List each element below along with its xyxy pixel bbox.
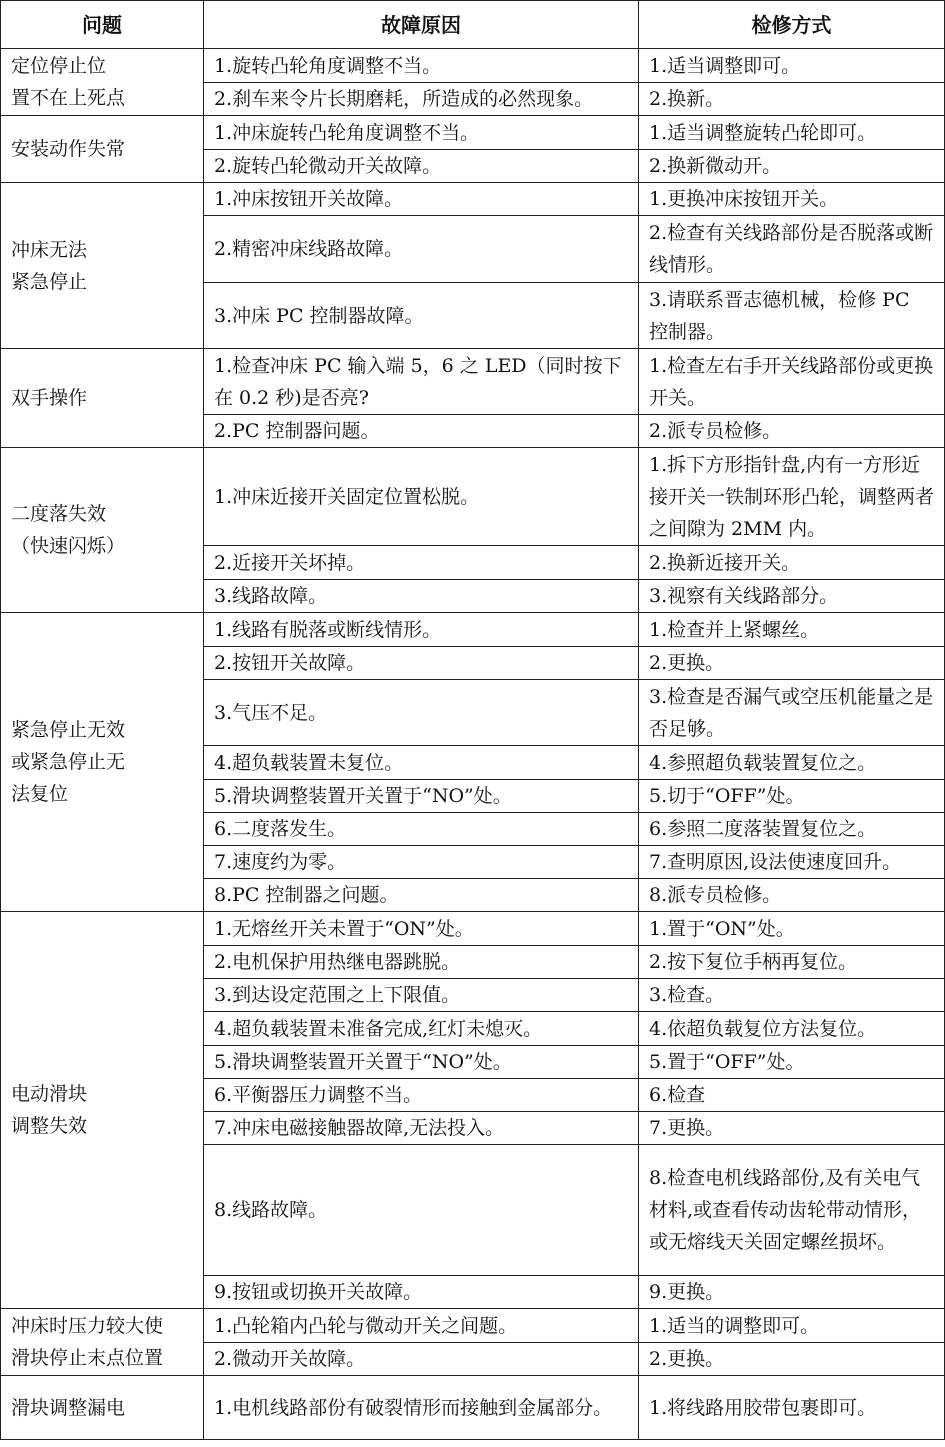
method-cell: 9.更换。 xyxy=(639,1276,945,1309)
cause-cell: 2.旋转凸轮微动开关故障。 xyxy=(204,150,639,183)
table-row xyxy=(1,349,945,415)
header-row xyxy=(1,1,945,49)
method-cell: 1.适当调整即可。 xyxy=(639,49,945,83)
method-cell: 6.检查 xyxy=(639,1079,945,1112)
method-cell: 2.换新微动开。 xyxy=(639,150,945,183)
method-cell: 2.更换。 xyxy=(639,1343,945,1376)
problem-cell: 定位停止位 置不在上死点 xyxy=(1,49,204,116)
cause-cell: 7.速度约为零。 xyxy=(204,846,639,879)
method-cell: 3.视察有关线路部分。 xyxy=(639,580,945,613)
method-cell: 2.检查有关线路部份是否脱落或断线情形。 xyxy=(639,216,945,283)
problem-cell: 冲床无法 紧急停止 xyxy=(1,183,204,349)
cause-cell: 5.滑块调整装置开关置于“NO”处。 xyxy=(204,1046,639,1079)
method-cell: 8.派专员检修。 xyxy=(639,879,945,912)
method-cell: 3.请联系晋志德机械，检修 PC 控制器。 xyxy=(639,283,945,349)
cause-cell: 2.近接开关坏掉。 xyxy=(204,546,639,580)
cause-cell: 1.冲床按钮开关故障。 xyxy=(204,183,639,216)
method-cell: 5.置于“OFF”处。 xyxy=(639,1046,945,1079)
table-row xyxy=(1,183,945,216)
cause-cell: 1.电机线路部份有破裂情形而接触到金属部分。 xyxy=(204,1376,639,1440)
header-cause: 故障原因 xyxy=(204,1,639,49)
method-cell: 7.查明原因,设法使速度回升。 xyxy=(639,846,945,879)
cause-cell: 4.超负载装置未复位。 xyxy=(204,746,639,780)
header-method: 检修方式 xyxy=(639,1,945,49)
cause-cell: 3.到达设定范围之上下限值。 xyxy=(204,979,639,1012)
method-cell: 1.检查左右手开关线路部份或更换开关。 xyxy=(639,349,945,415)
problem-cell: 二度落失效 （快速闪烁） xyxy=(1,448,204,613)
cause-cell: 5.滑块调整装置开关置于“NO”处。 xyxy=(204,780,639,813)
method-cell: 3.检查是否漏气或空压机能量之是否足够。 xyxy=(639,680,945,746)
cause-cell: 1.旋转凸轮角度调整不当。 xyxy=(204,49,639,83)
table-row xyxy=(1,912,945,946)
method-cell: 4.参照超负载装置复位之。 xyxy=(639,746,945,780)
cause-cell: 4.超负载装置未准备完成,红灯未熄灭。 xyxy=(204,1012,639,1046)
method-cell: 6.参照二度落装置复位之。 xyxy=(639,813,945,846)
method-cell: 2.按下复位手柄再复位。 xyxy=(639,946,945,979)
cause-cell: 7.冲床电磁接触器故障,无法投入。 xyxy=(204,1112,639,1145)
cause-cell: 8.PC 控制器之问题。 xyxy=(204,879,639,912)
method-cell: 8.检查电机线路部份,及有关电气材料,或查看传动齿轮带动情形，或无熔线天关固定螺丝损坏。 xyxy=(639,1145,945,1276)
cause-cell: 2.精密冲床线路故障。 xyxy=(204,216,639,283)
table-row xyxy=(1,613,945,647)
cause-cell: 3.气压不足。 xyxy=(204,680,639,746)
method-cell: 1.将线路用胶带包裹即可。 xyxy=(639,1376,945,1440)
cause-cell: 6.平衡器压力调整不当。 xyxy=(204,1079,639,1112)
problem-cell: 冲床时压力较大使 滑块停止末点位置 xyxy=(1,1309,204,1376)
cause-cell: 1.检查冲床 PC 输入端 5，6 之 LED（同时按下在 0.2 秒)是否亮? xyxy=(204,349,639,415)
method-cell: 1.置于“ON”处。 xyxy=(639,912,945,946)
method-cell: 1.拆下方形指针盘,内有一方形近接开关一铁制环形凸轮，调整两者之间隙为 2MM 内。 xyxy=(639,448,945,546)
table-row xyxy=(1,1309,945,1343)
table-row xyxy=(1,116,945,150)
method-cell: 1.适当调整旋转凸轮即可。 xyxy=(639,116,945,150)
cause-cell: 9.按钮或切换开关故障。 xyxy=(204,1276,639,1309)
cause-cell: 3.线路故障。 xyxy=(204,580,639,613)
cause-cell: 8.线路故障。 xyxy=(204,1145,639,1276)
method-cell: 2.更换。 xyxy=(639,647,945,680)
method-cell: 2.换新。 xyxy=(639,83,945,116)
method-cell: 2.派专员检修。 xyxy=(639,415,945,448)
cause-cell: 2.电机保护用热继电器跳脱。 xyxy=(204,946,639,979)
table-row xyxy=(1,448,945,546)
cause-cell: 1.冲床近接开关固定位置松脱。 xyxy=(204,448,639,546)
cause-cell: 3.冲床 PC 控制器故障。 xyxy=(204,283,639,349)
table-body xyxy=(1,49,945,1440)
cause-cell: 2.按钮开关故障。 xyxy=(204,647,639,680)
table-header xyxy=(1,1,945,49)
method-cell: 5.切于“OFF”处。 xyxy=(639,780,945,813)
cause-cell: 1.线路有脱落或断线情形。 xyxy=(204,613,639,647)
cause-cell: 2.微动开关故障。 xyxy=(204,1343,639,1376)
method-cell: 4.依超负载复位方法复位。 xyxy=(639,1012,945,1046)
cause-cell: 1.冲床旋转凸轮角度调整不当。 xyxy=(204,116,639,150)
problem-cell: 紧急停止无效 或紧急停止无 法复位 xyxy=(1,613,204,912)
problem-cell: 滑块调整漏电 xyxy=(1,1376,204,1440)
cause-cell: 1.无熔丝开关未置于“ON”处。 xyxy=(204,912,639,946)
method-cell: 7.更换。 xyxy=(639,1112,945,1145)
method-cell: 1.检查并上紧螺丝。 xyxy=(639,613,945,647)
table-row xyxy=(1,49,945,83)
problem-cell: 电动滑块 调整失效 xyxy=(1,912,204,1309)
method-cell: 3.检查。 xyxy=(639,979,945,1012)
cause-cell: 6.二度落发生。 xyxy=(204,813,639,846)
cause-cell: 2.PC 控制器问题。 xyxy=(204,415,639,448)
header-problem: 问题 xyxy=(1,1,204,49)
method-cell: 1.适当的调整即可。 xyxy=(639,1309,945,1343)
problem-cell: 双手操作 xyxy=(1,349,204,448)
method-cell: 1.更换冲床按钮开关。 xyxy=(639,183,945,216)
cause-cell: 1.凸轮箱内凸轮与微动开关之间题。 xyxy=(204,1309,639,1343)
cause-cell: 2.刹车来令片长期磨耗，所造成的必然现象。 xyxy=(204,83,639,116)
method-cell: 2.换新近接开关。 xyxy=(639,546,945,580)
table-row xyxy=(1,1376,945,1440)
problem-cell: 安装动作失常 xyxy=(1,116,204,183)
